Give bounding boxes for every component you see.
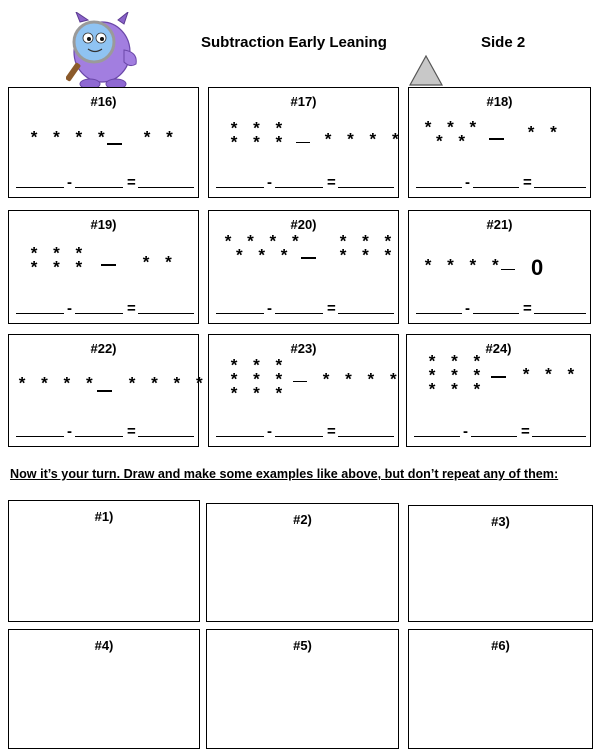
practice-number: #5) (293, 638, 312, 653)
minus-sign (97, 390, 112, 392)
answer-blank[interactable] (471, 436, 517, 437)
equals-sign: = (523, 174, 532, 191)
minus-operator: - (67, 423, 72, 440)
answer-blank[interactable] (338, 313, 394, 314)
problem-number: #24) (485, 341, 512, 356)
equation-blanks (216, 174, 392, 190)
equation-blanks (16, 174, 192, 190)
minus-operator: - (67, 174, 72, 191)
answer-blank[interactable] (275, 187, 323, 188)
left-stars: * * * * * * * * * (229, 358, 286, 405)
equation-blanks (16, 300, 192, 316)
equals-sign: = (127, 174, 136, 191)
answer-blank[interactable] (416, 187, 462, 188)
practice-number: #3) (491, 514, 510, 529)
answer-blank[interactable] (338, 436, 394, 437)
instruction-text: Now it’s your turn. Draw and make some examples like above, but don’t repeat any of them: (10, 467, 559, 481)
equation-blanks (414, 423, 584, 439)
right-stars: * * (526, 125, 560, 144)
answer-blank[interactable] (534, 313, 586, 314)
left-stars: * * * * * * * (223, 234, 302, 267)
minus-sign (101, 264, 116, 266)
problem-box (208, 210, 399, 324)
left-stars: * * * * (423, 258, 502, 277)
problem-number: #22) (90, 341, 117, 356)
left-stars: * * * * (17, 376, 96, 395)
practice-box[interactable] (8, 500, 200, 622)
minus-operator: - (267, 174, 272, 191)
answer-blank[interactable] (216, 187, 264, 188)
practice-box[interactable] (8, 629, 200, 749)
equals-sign: = (521, 423, 530, 440)
problem-number: #23) (290, 341, 317, 356)
answer-blank[interactable] (275, 436, 323, 437)
answer-blank[interactable] (532, 436, 586, 437)
minus-sign (107, 143, 122, 145)
equals-sign: = (327, 174, 336, 191)
answer-blank[interactable] (416, 313, 462, 314)
problem-box (8, 334, 206, 447)
equals-sign: = (327, 423, 336, 440)
problem-number: #19) (90, 217, 117, 232)
left-stars: * * * * * (423, 120, 480, 153)
left-stars: * * * * * * * * * (427, 354, 484, 401)
answer-blank[interactable] (75, 436, 123, 437)
minus-sign (501, 269, 515, 270)
monster-with-magnifier-icon (66, 12, 142, 90)
answer-blank[interactable] (275, 313, 323, 314)
equals-sign: = (523, 300, 532, 317)
right-stars: * * * * (127, 376, 206, 395)
answer-blank[interactable] (414, 436, 460, 437)
practice-number: #4) (94, 638, 114, 653)
problem-number: #18) (486, 94, 513, 109)
answer-blank[interactable] (473, 187, 519, 188)
problem-box (8, 87, 199, 198)
answer-blank[interactable] (138, 436, 194, 437)
answer-blank[interactable] (138, 313, 194, 314)
practice-number: #6) (491, 638, 510, 653)
right-stars: * * * * (323, 132, 402, 151)
equation-blanks (216, 423, 392, 439)
right-stars: * * (142, 130, 176, 149)
equation-blanks (416, 174, 584, 190)
minus-sign (296, 142, 310, 143)
equals-sign: = (127, 423, 136, 440)
zero-value: 0 (531, 255, 544, 280)
right-stars: * * (141, 255, 175, 274)
answer-blank[interactable] (75, 313, 123, 314)
triangle-icon (408, 55, 444, 87)
equals-sign: = (327, 300, 336, 317)
side-label: Side 2 (481, 34, 526, 51)
answer-blank[interactable] (138, 187, 194, 188)
minus-operator: - (463, 423, 468, 440)
problem-box (208, 334, 399, 447)
equation-blanks (416, 300, 584, 316)
minus-operator: - (465, 300, 470, 317)
problem-number: #20) (290, 217, 317, 232)
practice-number: #2) (293, 512, 312, 527)
minus-operator: - (465, 174, 470, 191)
answer-blank[interactable] (473, 313, 519, 314)
minus-sign (489, 138, 504, 140)
answer-blank[interactable] (534, 187, 586, 188)
answer-blank[interactable] (16, 313, 64, 314)
minus-sign (301, 257, 316, 259)
practice-box[interactable] (206, 629, 399, 749)
left-stars: * * * * * * (229, 121, 286, 154)
equals-sign: = (127, 300, 136, 317)
answer-blank[interactable] (216, 313, 264, 314)
page-title: Subtraction Early Leaning (201, 34, 387, 51)
answer-blank[interactable] (75, 187, 123, 188)
problem-number: #21) (486, 217, 513, 232)
problem-box (408, 210, 591, 324)
minus-operator: - (267, 423, 272, 440)
answer-blank[interactable] (216, 436, 264, 437)
right-stars: * * * (521, 367, 578, 386)
minus-operator: - (267, 300, 272, 317)
minus-sign (491, 376, 506, 378)
left-stars: * * * * (29, 130, 108, 149)
problem-box (8, 210, 199, 324)
problem-number: #17) (290, 94, 317, 109)
right-stars: * * * * * * (338, 234, 395, 267)
practice-box[interactable] (206, 503, 399, 622)
practice-number: #1) (94, 509, 114, 524)
problem-box (208, 87, 402, 198)
left-stars: * * * * * * (29, 246, 86, 279)
problem-number: #16) (90, 94, 117, 109)
minus-sign (293, 381, 307, 382)
equation-blanks (216, 300, 392, 316)
problem-box (406, 334, 591, 447)
answer-blank[interactable] (16, 187, 64, 188)
practice-box[interactable] (408, 505, 593, 622)
right-stars: * * * * (321, 372, 400, 391)
answer-blank[interactable] (16, 436, 64, 437)
problem-box (408, 87, 591, 198)
equation-blanks (16, 423, 192, 439)
answer-blank[interactable] (338, 187, 394, 188)
minus-operator: - (67, 300, 72, 317)
practice-box[interactable] (408, 629, 593, 749)
